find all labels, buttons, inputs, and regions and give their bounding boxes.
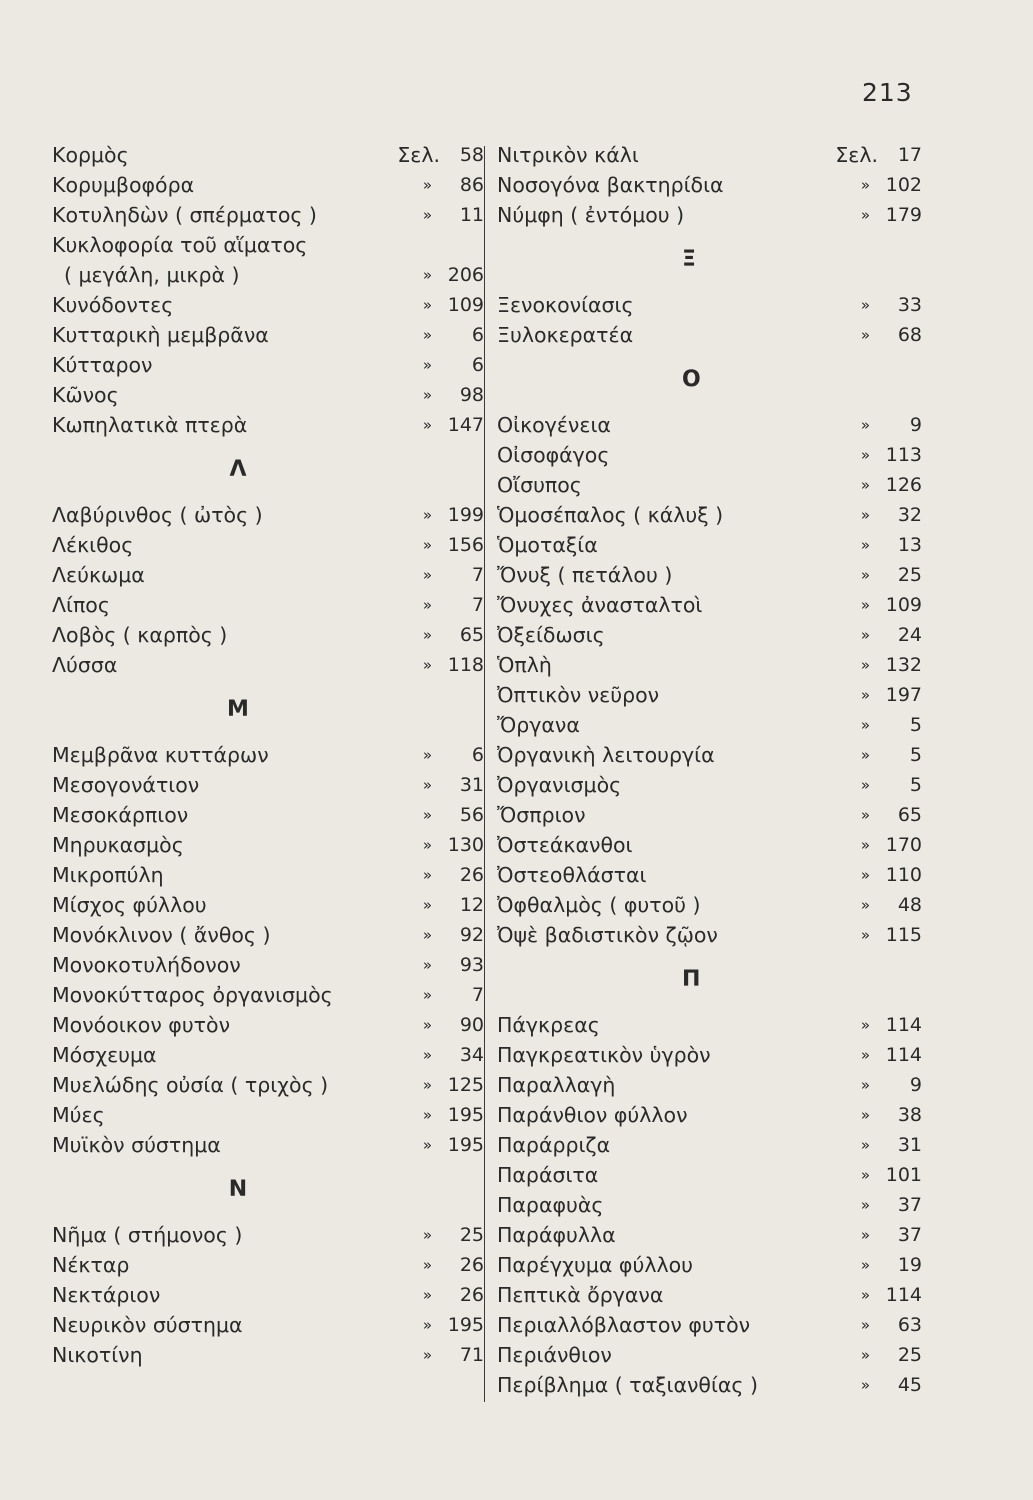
entry-term: Ὀργανισμὸς — [497, 773, 622, 797]
entry-term: Ξενοκονίασις — [497, 293, 634, 317]
index-entry — [497, 500, 922, 530]
entry-term: Κύτταρον — [52, 353, 153, 377]
ditto-mark: » — [860, 1166, 870, 1184]
page-ref: 109 — [885, 594, 922, 616]
ditto-mark: » — [860, 536, 870, 554]
ditto-mark: » — [860, 1136, 870, 1154]
page-ref: 102 — [885, 174, 922, 196]
page-ref: 63 — [897, 1314, 922, 1336]
ditto-mark: » — [860, 686, 870, 704]
index-entry — [497, 1070, 922, 1100]
entry-term: Ὄνυχες ἀνασταλτοὶ — [497, 593, 703, 617]
page-ref: 7 — [471, 594, 484, 616]
entry-term: Παραφυὰς — [497, 1193, 604, 1217]
page-ref: 32 — [897, 504, 922, 526]
page-ref: 195 — [447, 1104, 484, 1126]
page-ref: 114 — [885, 1014, 922, 1036]
page-ref: 26 — [459, 1284, 484, 1306]
page-ref: 5 — [909, 774, 922, 796]
entry-term: Ὁπλὴ — [497, 653, 552, 677]
entry-term: Μόσχευμα — [52, 1043, 157, 1067]
page-ref: 25 — [897, 564, 922, 586]
page-ref: 58 — [459, 144, 484, 166]
page-ref: 98 — [459, 384, 484, 406]
page-ref: 65 — [897, 804, 922, 826]
entry-term: Μονόκλινον ( ἄνθος ) — [52, 923, 271, 947]
index-entry — [497, 1370, 922, 1400]
ditto-mark: » — [422, 596, 432, 614]
index-entry — [497, 440, 922, 470]
index-entry — [52, 1040, 484, 1070]
ditto-mark: » — [422, 746, 432, 764]
index-entry — [52, 890, 484, 920]
ditto-mark: » — [422, 296, 432, 314]
ditto-mark: » — [860, 206, 870, 224]
index-entry — [52, 410, 484, 440]
page-ref: 31 — [897, 1134, 922, 1156]
ditto-mark: » — [422, 416, 432, 434]
entry-term: Ὄσπριον — [497, 803, 586, 827]
index-entry — [52, 1130, 484, 1160]
ditto-mark: » — [860, 566, 870, 584]
index-entry — [497, 1190, 922, 1220]
section-letter: Π — [682, 967, 701, 992]
entry-term-line: ( μεγάλη, μικρὰ ) — [64, 263, 240, 287]
ditto-mark: » — [422, 956, 432, 974]
entry-term: Νεκτάριον — [52, 1283, 161, 1307]
page-ref: 56 — [459, 804, 484, 826]
ditto-mark: » — [422, 1106, 432, 1124]
entry-term: Κῶνος — [52, 383, 119, 407]
entry-term: Κορμὸς — [52, 143, 129, 167]
ditto-mark: » — [860, 656, 870, 674]
entry-term: Λίπος — [52, 593, 110, 617]
index-entry — [497, 200, 922, 230]
page-ref: 156 — [447, 534, 484, 556]
page-ref: 26 — [459, 1254, 484, 1276]
page-ref: 93 — [459, 954, 484, 976]
page-ref: 199 — [447, 504, 484, 526]
index-entry — [52, 500, 484, 530]
entry-term: Πάγκρεας — [497, 1013, 600, 1037]
index-entry — [52, 860, 484, 890]
ditto-mark: » — [860, 626, 870, 644]
index-entry — [52, 1010, 484, 1040]
ditto-mark: » — [422, 206, 432, 224]
index-entry — [497, 1160, 922, 1190]
entry-term: Ὁμοσέπαλος ( κάλυξ ) — [497, 503, 724, 527]
page-ref: 195 — [447, 1134, 484, 1156]
page-ref: 26 — [459, 864, 484, 886]
entry-term: Ὀστεοθλάσται — [497, 863, 647, 887]
index-entry — [52, 230, 484, 290]
index-entry — [52, 830, 484, 860]
entry-term: Ὀπτικὸν νεῦρον — [497, 683, 660, 707]
page-ref: 68 — [897, 324, 922, 346]
ditto-mark: » — [422, 176, 432, 194]
index-entry — [52, 590, 484, 620]
index-entry — [497, 1100, 922, 1130]
entry-term: Μεσοκάρπιον — [52, 803, 189, 827]
ditto-mark: » — [860, 1256, 870, 1274]
page-ref: 110 — [885, 864, 922, 886]
ditto-mark: » — [860, 1106, 870, 1124]
ditto-mark: » — [422, 1076, 432, 1094]
section-letter: Ν — [228, 1177, 248, 1202]
index-entry — [497, 410, 922, 440]
index-entry — [497, 530, 922, 560]
ditto-mark: » — [860, 1196, 870, 1214]
index-entry — [52, 560, 484, 590]
index-entry — [52, 530, 484, 560]
index-entry — [52, 1250, 484, 1280]
entry-term: Ξυλοκερατέα — [497, 323, 634, 347]
page-ref: 38 — [897, 1104, 922, 1126]
index-entry — [497, 1250, 922, 1280]
ditto-mark: » — [422, 1226, 432, 1244]
page-ref: 114 — [885, 1044, 922, 1066]
entry-term: Μύες — [52, 1103, 105, 1127]
ditto-mark: » — [422, 656, 432, 674]
page-ref: 126 — [885, 474, 922, 496]
ditto-mark: » — [860, 896, 870, 914]
index-entry — [497, 770, 922, 800]
ditto-mark: » — [422, 1256, 432, 1274]
page-ref: 115 — [885, 924, 922, 946]
ditto-mark: » — [860, 416, 870, 434]
ditto-mark: » — [422, 866, 432, 884]
entry-term: Ὀξείδωσις — [497, 623, 605, 647]
ditto-mark: » — [422, 986, 432, 1004]
index-entry — [497, 1340, 922, 1370]
index-entry — [52, 980, 484, 1010]
entry-term — [52, 230, 307, 290]
page-ref: 170 — [885, 834, 922, 856]
entry-term: Νιτρικὸν κάλι — [497, 143, 639, 167]
ditto-mark: » — [422, 1136, 432, 1154]
page-ref: 25 — [897, 1344, 922, 1366]
ditto-mark: » — [860, 1346, 870, 1364]
ditto-mark: » — [422, 386, 432, 404]
entry-term: Περίβλημα ( ταξιανθίας ) — [497, 1373, 758, 1397]
entry-term-line: Κυκλοφορία τοῦ αἵματος — [52, 233, 308, 257]
entry-term: Ὄνυξ ( πετάλου ) — [497, 563, 673, 587]
index-entry — [52, 740, 484, 770]
entry-term: Μονόοικον φυτὸν — [52, 1013, 231, 1037]
page-ref: 90 — [459, 1014, 484, 1036]
ditto-mark: » — [422, 536, 432, 554]
page-ref: 113 — [885, 444, 922, 466]
index-entry — [52, 770, 484, 800]
page-ref: 130 — [447, 834, 484, 856]
page-ref: 12 — [459, 894, 484, 916]
entry-term: Μεσογονάτιον — [52, 773, 200, 797]
page-ref: 9 — [909, 1074, 922, 1096]
ditto-mark: » — [860, 446, 870, 464]
ditto-mark: » — [422, 266, 432, 284]
index-entry — [497, 680, 922, 710]
index-entry — [52, 380, 484, 410]
ditto-mark: » — [422, 836, 432, 854]
page-ref: 125 — [447, 1074, 484, 1096]
section-letter: Μ — [227, 697, 249, 722]
ditto-mark: » — [422, 1286, 432, 1304]
index-entry — [52, 350, 484, 380]
index-entry — [52, 320, 484, 350]
index-entry — [52, 140, 484, 170]
page-ref: 206 — [447, 264, 484, 286]
index-entry — [497, 590, 922, 620]
entry-term: Μονοκοτυλήδονον — [52, 953, 241, 977]
page-ref: 71 — [459, 1344, 484, 1366]
entry-term: Νικοτίνη — [52, 1343, 143, 1367]
ditto-mark: » — [860, 1076, 870, 1094]
ditto-mark: » — [860, 296, 870, 314]
entry-term: Παρέγχυμα φύλλου — [497, 1253, 693, 1277]
index-entry — [497, 1130, 922, 1160]
entry-term: Μυελώδης οὐσία ( τριχὸς ) — [52, 1073, 329, 1097]
index-entry — [52, 170, 484, 200]
entry-term: Ὀργανικὴ λειτουργία — [497, 743, 715, 767]
page-ref: 5 — [909, 744, 922, 766]
ditto-mark: » — [422, 626, 432, 644]
entry-term: Παράσιτα — [497, 1163, 599, 1187]
page-ref: 48 — [897, 894, 922, 916]
page-ref: 34 — [459, 1044, 484, 1066]
entry-term: Ὀστεάκανθοι — [497, 833, 633, 857]
page-ref: 197 — [885, 684, 922, 706]
index-entry — [497, 890, 922, 920]
page-ref: 7 — [471, 564, 484, 586]
entry-term: Νέκταρ — [52, 1253, 130, 1277]
index-entry — [497, 290, 922, 320]
page-prefix: Σελ. — [835, 143, 878, 167]
ditto-mark: » — [860, 476, 870, 494]
entry-term: Ὀψὲ βαδιστικὸν ζῷον — [497, 923, 718, 947]
page-ref: 31 — [459, 774, 484, 796]
entry-term: Πεπτικὰ ὄργανα — [497, 1283, 664, 1307]
entry-term: Λέκιθος — [52, 533, 134, 557]
entry-term: Μεμβρᾶνα κυττάρων — [52, 743, 269, 767]
entry-term: Λαβύρινθος ( ὠτὸς ) — [52, 503, 263, 527]
index-entry — [497, 140, 922, 170]
page-ref: 65 — [459, 624, 484, 646]
ditto-mark: » — [860, 176, 870, 194]
ditto-mark: » — [422, 806, 432, 824]
entry-term: Λοβὸς ( καρπὸς ) — [52, 623, 228, 647]
page-ref: 195 — [447, 1314, 484, 1336]
ditto-mark: » — [860, 1046, 870, 1064]
page-ref: 37 — [897, 1194, 922, 1216]
entry-term: Οἴσυπος — [497, 473, 582, 497]
entry-term: Νευρικὸν σύστημα — [52, 1313, 243, 1337]
entry-term: Μυϊκὸν σύστημα — [52, 1133, 221, 1157]
entry-term: Λεύκωμα — [52, 563, 145, 587]
index-entry — [52, 1220, 484, 1250]
page-prefix: Σελ. — [397, 143, 440, 167]
ditto-mark: » — [860, 506, 870, 524]
ditto-mark: » — [422, 326, 432, 344]
index-entry — [497, 1040, 922, 1070]
index-entry — [497, 650, 922, 680]
page-ref: 11 — [459, 204, 484, 226]
index-entry — [52, 650, 484, 680]
page-ref: 6 — [471, 324, 484, 346]
section-letter: Ο — [682, 367, 701, 392]
page-ref: 7 — [471, 984, 484, 1006]
index-entry — [52, 1340, 484, 1370]
ditto-mark: » — [860, 776, 870, 794]
ditto-mark: » — [860, 836, 870, 854]
entry-term: Οἰκογένεια — [497, 413, 611, 437]
index-entry — [497, 1220, 922, 1250]
index-entry — [497, 830, 922, 860]
page-number: 213 — [862, 78, 913, 107]
index-entry — [52, 1280, 484, 1310]
index-entry — [52, 1310, 484, 1340]
entry-term: Κωπηλατικὰ πτερὰ — [52, 413, 248, 437]
page-ref: 45 — [897, 1374, 922, 1396]
ditto-mark: » — [860, 1376, 870, 1394]
entry-term: Μονοκύτταρος ὀργανισμὸς — [52, 983, 333, 1007]
column-divider — [484, 146, 485, 1402]
page-ref: 114 — [885, 1284, 922, 1306]
ditto-mark: » — [860, 806, 870, 824]
page-ref: 92 — [459, 924, 484, 946]
ditto-mark: » — [860, 1286, 870, 1304]
ditto-mark: » — [860, 1316, 870, 1334]
page-ref: 132 — [885, 654, 922, 676]
entry-term: Ὄργανα — [497, 713, 580, 737]
entry-term: Ὀφθαλμὸς ( φυτοῦ ) — [497, 893, 701, 917]
index-entry — [497, 920, 922, 950]
index-entry — [52, 200, 484, 230]
index-column-right — [497, 140, 922, 1400]
ditto-mark: » — [860, 926, 870, 944]
ditto-mark: » — [422, 1316, 432, 1334]
index-entry — [52, 620, 484, 650]
page-ref: 9 — [909, 414, 922, 436]
entry-term: Λύσσα — [52, 653, 118, 677]
entry-term: Περιάνθιον — [497, 1343, 612, 1367]
section-letter: Ξ — [682, 247, 696, 272]
entry-term: Παγκρεατικὸν ὑγρὸν — [497, 1043, 711, 1067]
ditto-mark: » — [860, 326, 870, 344]
entry-term: Περιαλλόβλαστον φυτὸν — [497, 1313, 751, 1337]
index-entry — [497, 740, 922, 770]
entry-term: Νοσογόνα βακτηρίδια — [497, 173, 724, 197]
ditto-mark: » — [422, 926, 432, 944]
entry-term: Οἰσοφάγος — [497, 443, 610, 467]
page-ref: 86 — [459, 174, 484, 196]
entry-term: Νύμφη ( ἐντόμου ) — [497, 203, 685, 227]
index-entry — [52, 950, 484, 980]
page-ref: 24 — [897, 624, 922, 646]
entry-term: Μηρυκασμὸς — [52, 833, 184, 857]
index-entry — [497, 1310, 922, 1340]
ditto-mark: » — [422, 1016, 432, 1034]
index-entry — [497, 170, 922, 200]
index-entry — [497, 320, 922, 350]
page-ref: 25 — [459, 1224, 484, 1246]
ditto-mark: » — [860, 1226, 870, 1244]
ditto-mark: » — [860, 716, 870, 734]
entry-term: Παραλλαγὴ — [497, 1073, 616, 1097]
page-ref: 13 — [897, 534, 922, 556]
index-entry — [52, 920, 484, 950]
index-entry — [497, 1010, 922, 1040]
index-entry — [497, 800, 922, 830]
page-ref: 6 — [471, 354, 484, 376]
index-entry — [52, 1100, 484, 1130]
page-ref: 118 — [447, 654, 484, 676]
index-entry — [497, 1280, 922, 1310]
entry-term: Ὁμοταξία — [497, 533, 598, 557]
ditto-mark: » — [422, 1346, 432, 1364]
index-entry — [497, 470, 922, 500]
index-entry — [497, 560, 922, 590]
entry-term: Κυνόδοντες — [52, 293, 174, 317]
index-entry — [497, 620, 922, 650]
ditto-mark: » — [860, 866, 870, 884]
ditto-mark: » — [860, 596, 870, 614]
page-ref: 33 — [897, 294, 922, 316]
section-letter: Λ — [229, 457, 247, 482]
ditto-mark: » — [860, 1016, 870, 1034]
entry-term: Νῆμα ( στήμονος ) — [52, 1223, 243, 1247]
entry-term: Κυτταρικὴ μεμβρᾶνα — [52, 323, 269, 347]
entry-term: Μικροπύλη — [52, 863, 164, 887]
entry-term: Κοτυληδὼν ( σπέρματος ) — [52, 203, 317, 227]
page-ref: 5 — [909, 714, 922, 736]
ditto-mark: » — [422, 506, 432, 524]
index-entry — [52, 1070, 484, 1100]
page-ref: 179 — [885, 204, 922, 226]
page-ref: 37 — [897, 1224, 922, 1246]
index-column-left — [52, 140, 484, 1370]
ditto-mark: » — [422, 356, 432, 374]
index-entry — [52, 290, 484, 320]
page-ref: 17 — [897, 144, 922, 166]
ditto-mark: » — [860, 746, 870, 764]
entry-term: Παράφυλλα — [497, 1223, 616, 1247]
index-entry — [497, 860, 922, 890]
entry-term: Κορυμβοφόρα — [52, 173, 195, 197]
page-ref: 147 — [447, 414, 484, 436]
entry-term: Παράρριζα — [497, 1133, 611, 1157]
ditto-mark: » — [422, 896, 432, 914]
page-ref: 6 — [471, 744, 484, 766]
page-ref: 109 — [447, 294, 484, 316]
entry-term: Παράνθιον φύλλον — [497, 1103, 688, 1127]
ditto-mark: » — [422, 1046, 432, 1064]
ditto-mark: » — [422, 566, 432, 584]
index-entry — [52, 800, 484, 830]
page-ref: 19 — [897, 1254, 922, 1276]
page-ref: 101 — [885, 1164, 922, 1186]
ditto-mark: » — [422, 776, 432, 794]
index-entry — [497, 710, 922, 740]
entry-term: Μίσχος φύλλου — [52, 893, 207, 917]
